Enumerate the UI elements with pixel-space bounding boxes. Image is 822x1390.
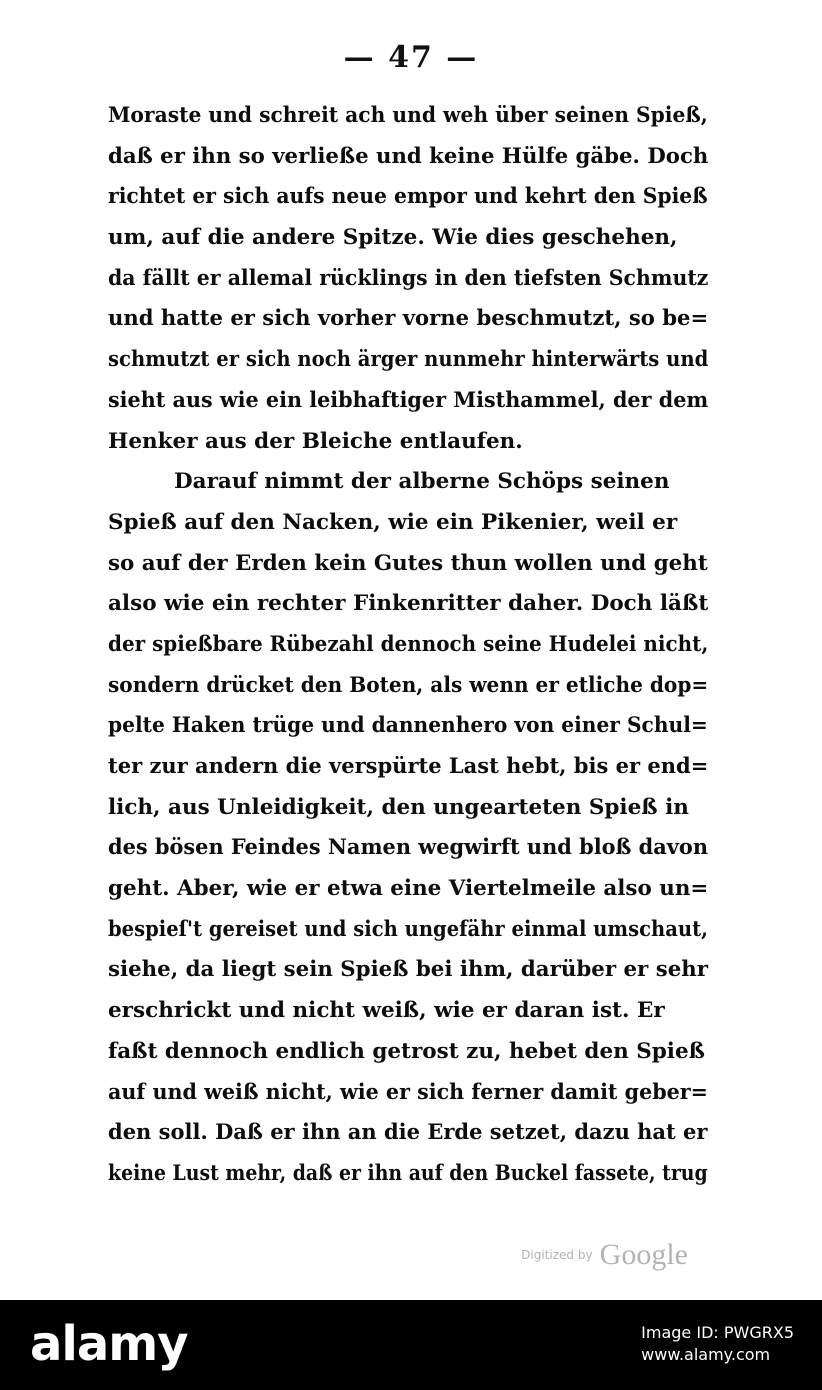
text-line: so auf der Erden kein Gutes thun wollen und geht [108,550,708,576]
text-line: daß er ihn so verließe und keine Hülfe gäbe. Doch [108,143,709,169]
text-line: des bösen Feindes Namen wegwirft und bloß davon [108,835,709,861]
text-line: lich, aus Unleidigkeit, den ungearteten Spieß in [108,794,689,820]
text-line: siehe, da liegt sein Spieß bei ihm, darüber er sehr [108,957,709,983]
text-line-paragraph-start: Darauf nimmt der alberne Schöps seinen [174,469,670,495]
text-line: und hatte er sich vorher vorne beschmutzt, so be= [108,306,709,332]
body-text [108,96,708,1195]
text-line: um, auf die andere Spitze. Wie dies geschehen, [108,225,678,251]
text-line: bespieſ't gereiset und sich ungefähr einmal umschaut, [108,916,708,942]
text-line: Spieß auf den Nacken, wie ein Pikenier, weil er [108,509,678,535]
watermark-prefix: Digitized by [521,1248,593,1262]
watermark-brand: Google [599,1238,688,1271]
text-line: erschrickt und nicht weiß, wie er daran ist. Er [108,998,665,1024]
image-id: Image ID: PWGRX5 [641,1323,794,1342]
text-line: sieht aus wie ein leibhaftiger Misthammel, der dem [108,387,709,413]
text-line: sondern drücket den Boten, als wenn er etliche dop= [108,672,709,698]
stock-image-info [641,1322,794,1366]
text-line: geht. Aber, wie er etwa eine Viertelmeile also un= [108,876,709,902]
text-line: den soll. Daß er ihn an die Erde setzet, dazu hat er [108,1120,708,1146]
digitized-by-google-watermark [521,1238,688,1272]
text-line: pelte Haken trüge und dannenhero von einer Schul= [108,713,708,739]
text-line: ter zur andern die verspürte Last hebt, bis er end= [108,754,709,779]
text-line: Moraste und schreit ach und weh über seinen Spieß, [108,103,708,128]
text-line: keine Lust mehr, daß er ihn auf den Buckel fassete, trug [108,1160,708,1186]
text-line: auf und weiß nicht, wie er sich ferner damit geber= [108,1079,708,1105]
text-line: schmutzt er sich noch ärger nunmehr hinterwärts und [108,347,709,373]
text-line: der spießbare Rübezahl dennoch seine Hudelei nicht, [108,631,709,657]
stock-url: www.alamy.com [641,1345,771,1364]
text-line: da fällt er allemal rücklings in den tiefsten Schmutz [108,265,709,291]
text-line: faßt dennoch endlich getrost zu, hebet den Spieß [108,1038,705,1064]
alamy-logo: alamy [30,1316,188,1372]
text-line-paragraph-end: Henker aus der Bleiche entlaufen. [108,428,523,454]
page-number: — 47 — [343,40,479,75]
text-line: richtet er sich aufs neue empor und kehrt den Spieß [108,184,708,210]
text-line: also wie ein rechter Finkenritter daher. Doch läßt [108,591,709,617]
stock-photo-banner [0,1300,822,1390]
